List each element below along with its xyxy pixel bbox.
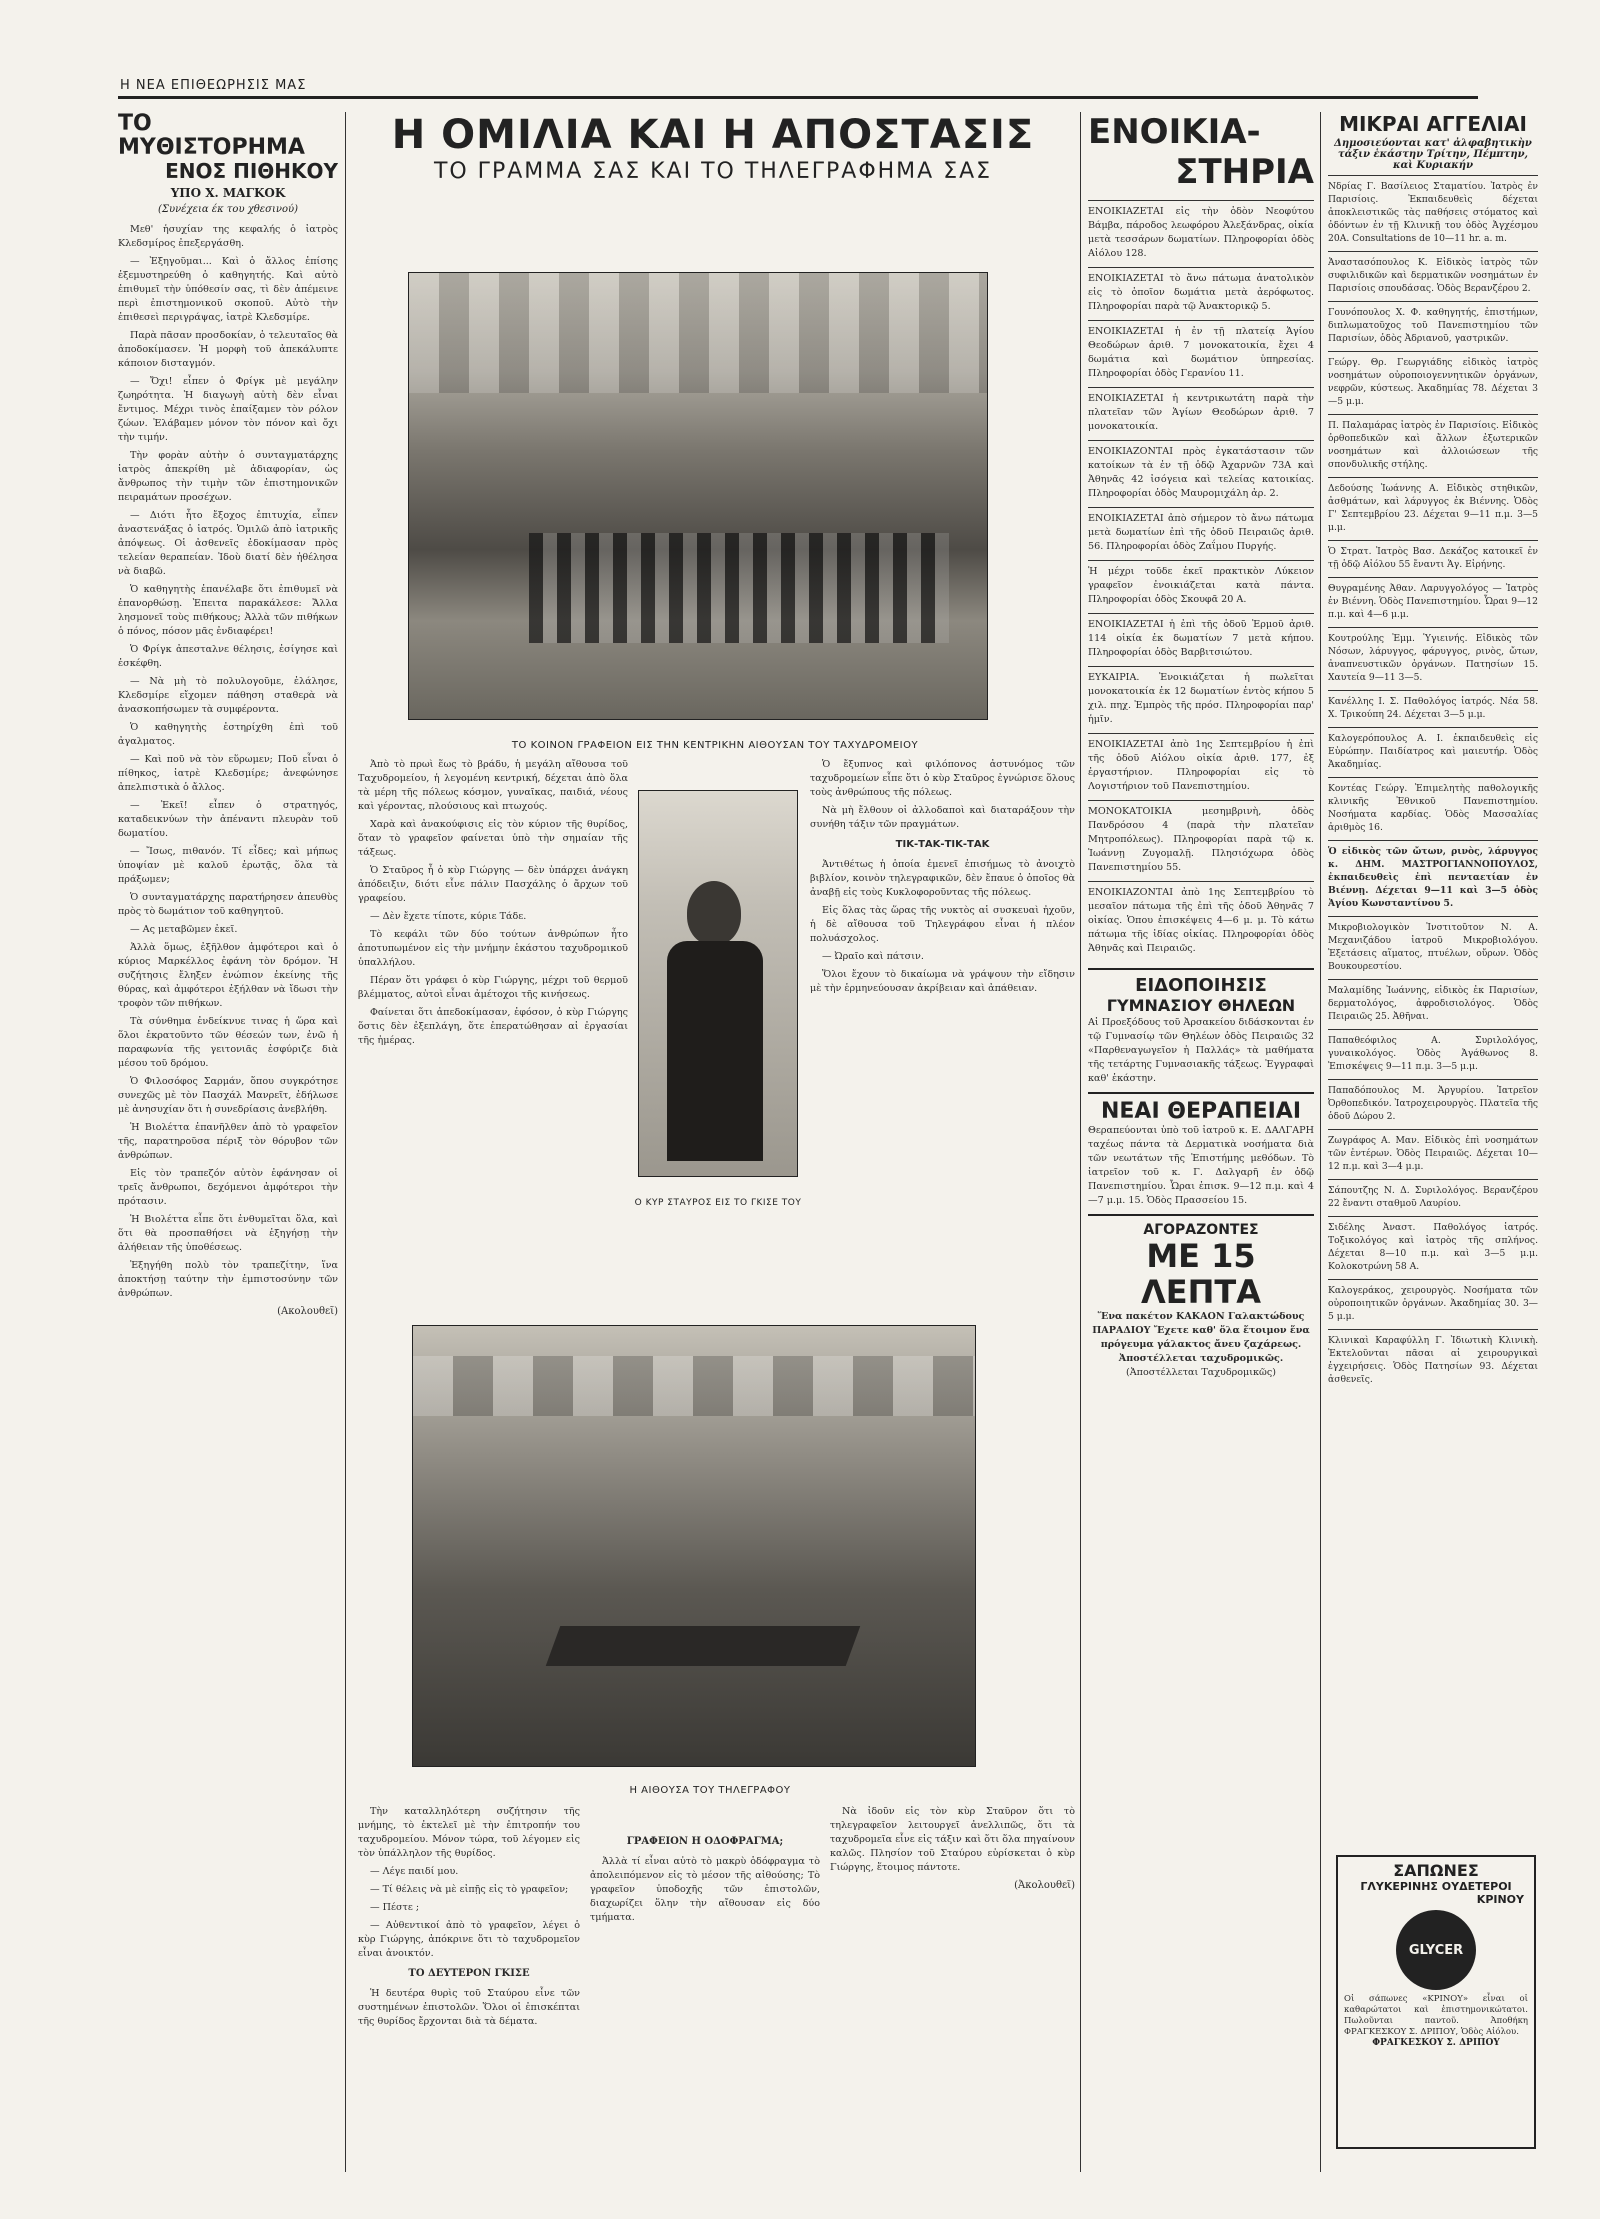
feature-paragraph: Ἀλλὰ τί εἶναι αὐτὸ τὸ μακρὺ ὁδόφραγμα τὸ ἀπολειπόμενον εἰς τὸ μέσον τῆς αἰθούσης; Τὸ γραφεῖον ὑποδοχῆς τῶν ἐπιστολῶν, διαχωρίζει ὅλην τὴν αἴθουσαν εἰς δύο τμήματα.: [590, 1856, 820, 1923]
feature-paragraph: Ὅλοι ἔχουν τὸ δικαίωμα νὰ γράψουν τὴν εἴδησιν μὲ τὴν ἑρμηνεύουσαν ἀκρίβειαν καὶ ἀπάθειαν.: [810, 969, 1075, 994]
novel-paragraph: — Ἴσως, πιθανόν. Τί εἶδες; καὶ μήπως ὑποψίαν μὲ καλοῦ ἐρωτᾷς, ὅλα τὰ πράξωμεν;: [118, 846, 338, 885]
classified-item: Παπαθεόφιλος Α. Συριλολόγος, γυναικολόγος. Ὁδὸς Ἀγάθωνος 8. Ἐπισκέψεις 9—11 π.μ. 3—5 μ.μ.: [1328, 1029, 1538, 1079]
feature-paragraph: Ὁ ἔξυπνος καὶ φιλόπονος ἀστυνόμος τῶν ταχυδρομείων εἶπε ὅτι ὁ κὺρ Σταῦρος ἐγνώρισε ὅλους τοὺς ἀνθρώπους τῆς πόλεως.: [810, 759, 1075, 798]
portrait-body: [667, 941, 763, 1161]
feature-paragraph: Εἰς ὅλας τὰς ὥρας τῆς νυκτὸς αἱ συσκευαὶ ἠχοῦν, ἡ δὲ αἴθουσα τοῦ Τηλεγράφου εἶναι ἡ πλέον πολυάσχολος.: [810, 905, 1075, 944]
novel-paragraph: Ἡ Βιολέττα εἶπε ὅτι ἐνθυμεῖται ὅλα, καὶ ὅτι θὰ προσπαθήσει νὰ ἐξηγήσῃ τὴν ἀλήθειαν τῆς ὑποθέσεως.: [118, 1214, 338, 1253]
soap-ad: [1336, 1855, 1536, 2149]
novel-paragraph: — Ἐξηγοῦμαι... Καὶ ὁ ἄλλος ἐπίσης ἐξεμυστηρεύθη ὁ καθηγητής. Καὶ αὐτὸ ἐπιθυμεῖ τὴν ὑπόθεσίν σας, τὶ δὲν ἀπέμεινε περὶ ἐπιστημονικοῦ σκοποῦ. Αὐτὸ τὴν ἐπιθεσεὶ περιγράψας, ἰατρὲ Κλεδσμίρε.: [118, 256, 338, 323]
feature-subheadline: ΤΟ ΓΡΑΜΜΑ ΣΑΣ ΚΑΙ ΤΟ ΤΗΛΕΓΡΑΦΗΜΑ ΣΑΣ: [433, 159, 993, 184]
gymnasium-text: Αἱ Προεξόδους τοῦ Ἀρσακείου διδάσκονται ἐν τῷ Γυμνασίῳ τῶν Θηλέων ὁδὸς Πειραιῶς 32 «Παρθεναγωγεῖον ἡ Παλλάς» τὰ μαθήματα τῆς τετάρτης Γυμνασιακῆς τάξεως. Ἐγγραφαὶ καθ' ἑκάστην.: [1088, 1017, 1314, 1084]
novel-paragraph: — Ας μεταβῶμεν ἐκεῖ.: [130, 924, 238, 935]
lepta-headline: ΜΕ 15 ΛΕΠΤΑ: [1141, 1237, 1261, 1311]
feature-bottom-col2: [590, 1805, 820, 2175]
novel-paragraph: Ὁ Φρίγκ ἀπεσταλνε θέλησις, ἐσίγησε καὶ ἐσκέφθη.: [118, 644, 338, 669]
classified-item: Θυγραμένης Ἀθαν. Λαρυγγολόγος — Ἰατρὸς ἐν Βιέννη. Ὁδὸς Πανεπιστημίου. Ὧραι 9—12 π.μ. καὶ 4—6 μ.μ.: [1328, 577, 1538, 627]
novel-paragraph: — Καὶ ποῦ νὰ τὸν εὕρωμεν; Ποῦ εἶναι ὁ πίθηκος, ἰατρὲ Κλεδσμίρε; ἀνεφώνησε ἀπελπιστικὰ ὁ ἄλλος.: [118, 754, 338, 793]
feature-paragraph: Ἀντιθέτως ἡ ὁποία ἐμενεῖ ἐπισήμως τὸ ἀνοιχτὸ βιβλίον, κοινὸν τηλεγραφικῶν, δὲν ἔπαυε ὁ ὁποῖος θὰ ἀναβῇ εἰς τοὺς Κυκλοφοροῦντας τῆς πόλεως.: [810, 859, 1075, 898]
photo1-caption: ΤΟ ΚΟΙΝΟΝ ΓΡΑΦΕΙΟΝ ΕΙΣ ΤΗΝ ΚΕΝΤΡΙΚΗΝ ΑΙΘΟΥΣΑΝ ΤΟΥ ΤΑΧΥΔΡΟΜΕΙΟΥ: [511, 740, 919, 751]
feature-paragraph: — Πέστε ;: [370, 1902, 420, 1913]
soap-title-1: ΣΑΠΩΝΕΣ: [1393, 1861, 1479, 1880]
classified-item: Κουτρούλης Ἐμμ. Ὑγιεινής. Εἰδικὸς τῶν Νόσων, λάρυγγος, φάρυγγος, ρινὸς, ὤτων, ἀναπνευστικῶν ὀργάνων. Πατησίων 15. Χαυτεία 9—11 3—5.: [1328, 627, 1538, 690]
feature-paragraph: — Τί θέλεις νὰ μὲ εἰπῇς εἰς τὸ γραφεῖον;: [370, 1884, 569, 1895]
classified-item: Καλογερόπουλος Α. Ι. ἐκπαιδευθεὶς εἰς Εὐρώπην. Παιδίατρος καὶ μαιευτήρ. Ὁδὸς Ἀκαδημίας.: [1328, 727, 1538, 777]
feature-paragraph: Ὁ Σταῦρος ἦ ὁ κὺρ Γιώργης — δὲν ὑπάρχει ἀνάγκη ἀπόδειξιν, διότι εἶνε πάλιν Πασχάλης ὁ ἄρχων τοῦ γραφείου.: [358, 865, 628, 904]
portrait-head: [687, 881, 741, 945]
gymnasium-notice: [1088, 968, 1314, 1086]
rental-item: ΕΝΟΙΚΙΑΖΟΝΤΑΙ πρὸς ἐγκατάστασιν τῶν κατοίκων τὰ ἐν τῇ ὁδῷ Ἀχαρνῶν 73Α καὶ Ἀθηνᾶς 42 ἰσόγεια καὶ τελείας κατοικίας. Πληροφορίαι ὁδὸς Μαυρομιχάλη ἀρ. 2.: [1088, 440, 1314, 507]
feature-bottom-col3: [830, 1805, 1075, 2175]
rental-item: ΕΝΟΙΚΙΑΖΕΤΑΙ ἀπὸ 1ης Σεπτεμβρίου ἡ ἐπὶ τῆς ὁδοῦ Αἰόλου οἰκία ἀριθ. 177, ἐξ ἐργαστήριον. Πληροφορίαι εἰς τὸ Λογιστήριον τοῦ Πανεπιστημίου.: [1088, 733, 1314, 800]
column-rule: [1320, 112, 1321, 2172]
classified-item: Δεδούσης Ἰωάννης Α. Εἰδικὸς στηθικῶν, ἀσθμάτων, καὶ λάρυγγος ἐκ Βιέννης. Ὁδὸς Γ' Σεπτεμβρίου 23. Δέχεται 9—11 π.μ. 3—5 μ.μ.: [1328, 477, 1538, 540]
therapies-notice: [1088, 1092, 1314, 1208]
classified-item: Κανέλλης Ι. Σ. Παθολόγος ἰατρός. Νέα 58. Χ. Τρικούπη 24. Δέχεται 3—5 μ.μ.: [1328, 690, 1538, 727]
feature-paragraph: Χαρὰ καὶ ἀνακούφισις εἰς τὸν κύριον τῆς θυρίδος, ὅταν τὸ γραφεῖον φαίνεται ὑπὸ τὴν σημαίαν τῆς τάξεως.: [358, 819, 628, 858]
top-rule: [118, 96, 1478, 99]
feature-paragraph: Πέραν ὅτι γράφει ὁ κὺρ Γιώργης, μέχρι τοῦ θερμοῦ βλέμματος, αὐτοὶ εἶναι ἀμέτοχοι τῆς κινήσεως.: [358, 975, 628, 1000]
novel-column: [118, 112, 338, 2172]
feature-paragraph: Ἡ δευτέρα θυρὶς τοῦ Σταύρου εἶνε τῶν συστημένων ἐπιστολῶν. Ὅλοι οἱ ἐπισκέπται τῆς θυρίδος ἔρχονται διὰ τὰ δέματα.: [358, 1988, 580, 2027]
feature-paragraph: Νὰ ἰδοῦν εἰς τὸν κὺρ Σταῦρον ὅτι τὸ τηλεγραφεῖον λειτουργεῖ ἀνελλιπῶς, ὅτι τὰ ταχυδρομεῖα εἶνε εἰς τάξιν καὶ ὅτι ὅλα πηγαίνουν καλῶς. Πλησίον τοῦ Σταύρου εὑρίσκεται ὁ κὺρ Γιώργης, ἕτοιμος πάντοτε.: [830, 1806, 1075, 1873]
rentals-end-note: (Ἀποστέλλεται Ταχυδρομικῶς): [1126, 1367, 1276, 1378]
novel-paragraph: Ἀλλὰ ὅμως, ἐξῆλθον ἀμφότεροι καὶ ὁ κύριος Μαρκέλλος ἐφάνη τὸν δρόμον. Ἡ συζήτησις ἔληξεν ἐνώπιον ἐκείνης τῆς θύρας, καὶ ἀμφότεροι ἐξήλθαν νὰ ἴδωσι τὴν τροφὸν τῶν πιθήκων.: [118, 942, 338, 1009]
classified-item: Π. Παλαμάρας ἰατρὸς ἐν Παρισίοις. Εἰδικὸς ὀρθοπεδικῶν καὶ ἄλλων ἐξωτερικῶν νοσημάτων καὶ ἀλλοιώσεων τῆς σπονδυλικῆς στήλης.: [1328, 414, 1538, 477]
soap-logo: GLYCER: [1396, 1910, 1476, 1990]
novel-title-line2: ΕΝΟΣ ΠΙΘΗΚΟΥ: [165, 159, 338, 183]
feature-headline: Η ΟΜΙΛΙΑ ΚΑΙ Η ΑΠΟΣΤΑΣΙΣ: [391, 112, 1035, 158]
feature-bottom-col1: [358, 1805, 580, 2175]
feature-paragraph: — Λέγε παιδί μου.: [370, 1866, 459, 1877]
classified-item: Καλογεράκος, χειρουργὸς. Νοσήματα τῶν οὐροποιητικῶν ὀργάνων. Ἀκαδημίας 30. 3—5 μ.μ.: [1328, 1279, 1538, 1329]
novel-end-note: (Ακολουθεῖ): [277, 1306, 338, 1317]
rentals-header-line1: ΕΝΟΙΚΙΑ-: [1088, 112, 1261, 152]
soap-footer: ΦΡΑΓΚΕΣΚΟΥ Σ. ΔΡΙΠΟΥ: [1372, 2038, 1500, 2048]
rental-item: ΕΝΟΙΚΙΑΖΕΤΑΙ τὸ ἄνω πάτωμα ἀνατολικὸν εἰς τὸ ὁποῖον δωμάτια μετὰ ἀερόφωτος. Πληροφορίαι παρὰ τῷ Ἀνακτορικῷ 5.: [1088, 267, 1314, 320]
novel-paragraph: Μεθ' ἡσυχίαν της κεφαλής ὁ ἰατρὸς Κλεδσμίρος ἐπεξεργάσθη.: [118, 224, 338, 249]
novel-byline: ΥΠΟ Χ. ΜΑΓΚΟΚ: [170, 186, 286, 200]
novel-paragraph: Τὴν φορὰν αὐτὴν ὁ συνταγματάρχης ἰατρὸς ἀπεκρίθη μὲ ἀδιαφορίαν, ὡς ἄνθρωπος τὴν τιμὴν τῶν ἐπιστημονικῶν πειραμάτων προσέχων.: [118, 450, 338, 503]
novel-body: [118, 223, 338, 1319]
gymnasium-title-2: ΓΥΜΝΑΣΙΟΥ ΘΗΛΕΩΝ: [1106, 996, 1296, 1015]
photo-windows-pattern: [409, 273, 987, 393]
grafeion-heading: ΓΡΑΦΕΙΟΝ Η ΟΔΟΦΡΑΓΜΑ;: [626, 1836, 784, 1847]
portrait-caption: Ο ΚΥΡ ΣΤΑΥΡΟΣ ΕΙΣ ΤΟ ΓΚΙΣΕ ΤΟΥ: [634, 1198, 802, 1208]
classified-item: Γεώργ. Θρ. Γεωργιάδης εἰδικὸς ἰατρὸς νοσημάτων οὐροποιογεννητικῶν ὀργάνων, νεφρῶν, κύστεως. Ἀκαδημίας 78. Δέχεται 3—5 μ.μ.: [1328, 351, 1538, 414]
soap-text: Οἱ σάπωνες «ΚΡΙΝΟΥ» εἶναι οἱ καθαρώτατοι καὶ ἐπιστημονικώτατοι. Πωλοῦνται παντοῦ. Ἀποθήκη ΦΡΑΓΚΕΣΚΟΥ Σ. ΔΡΙΠΟΥ, Ὁδὸς Αἰόλου.: [1344, 1994, 1528, 2037]
tik-tak-heading: ΤΙΚ-ΤΑΚ-ΤΙΚ-ΤΑΚ: [895, 839, 990, 850]
classified-item: Ἀναστασόπουλος Κ. Εἰδικὸς ἰατρὸς τῶν συφιλιδικῶν καὶ δερματικῶν νοσημάτων ἐν Παρισίοις σπουδάσας. Ὁδὸς Βερανζέρου 2.: [1328, 251, 1538, 301]
soap-title-2: ΓΛΥΚΕΡΙΝΗΣ ΟΥΔΕΤΕΡΟΙ: [1360, 1880, 1512, 1893]
feature-paragraph: — Αὐθεντικοί ἀπὸ τὸ γραφεῖον, λέγει ὁ κὺρ Γιώργης, ἀπόκρινε ὅτι τὸ ταχυδρομεῖον εἶναι ἀνοικτόν.: [358, 1920, 580, 1959]
classified-item: Ὁ εἰδικὸς τῶν ὤτων, ρινὸς, λάρυγγος κ. ΔΗΜ. ΜΑΣΤΡΟΓΙΑΝΝΟΠΟΥΛΟΣ, ἐκπαιδευθεὶς ἐπὶ πενταετίαν ἐν Βιέννῃ. Δέχεται 9—11 καὶ 3—5 ὁδὸς Ἀγίου Κωνσταντίνου 5.: [1328, 840, 1538, 916]
rental-item: ΕΝΟΙΚΙΑΖΕΤΑΙ ἡ κεντρικωτάτη παρὰ τὴν πλατεῖαν τῶν Ἁγίων Θεοδώρων ἀριθ. 7 μονοκατοικία.: [1088, 387, 1314, 440]
lepta-text: Ἕνα πακέτον ΚΑΚΑΟΝ Γαλακτώδους ΠΑΡΑΔΙΟΥ Ἔχετε καθ' ὅλα ἕτοιμον ἕνα πρόγευμα γάλακτος ἄνευ ζαχάρεως. Ἀποστέλλεται ταχυδρομικῶς.: [1092, 1311, 1310, 1364]
rental-item: Ἡ μέχρι τοῦδε ἐκεῖ πρακτικὸν Λύκειον γραφεῖον ἐνοικιάζεται κατὰ πάντα. Πληροφορίαι ὁδὸς Σκουφᾶ 20 Α.: [1088, 560, 1314, 613]
therapies-title: ΝΕΑΙ ΘΕΡΑΠΕΙΑΙ: [1100, 1099, 1302, 1124]
feature-paragraph: Τὴν καταλληλότερη συζήτησιν τῆς μνήμης, τὸ ἐκτελεῖ μὲ τὴν ἐπιτροπήν του ταχυδρομείου. Μόνον τώρα, τοῦ λέγομεν εἰς τὸν ὑπάλληλον τῆς θυρίδος.: [358, 1806, 580, 1859]
photo2-caption: Η ΑΙΘΟΥΣΑ ΤΟΥ ΤΗΛΕΓΡΑΦΟΥ: [629, 1785, 791, 1796]
classified-item: Κοντέας Γεώργ. Ἐπιμελητὴς παθολογικῆς κλινικῆς Ἐθνικοῦ Πανεπιστημίου. Νοσήματα καρδίας. Ὁδὸς Μασσαλίας ἀριθμὸς 16.: [1328, 777, 1538, 840]
classified-item: Σιδέλης Ἀναστ. Παθολόγος ἰατρός. Τοξικολόγος καὶ ἰατρὸς τῆς σπλήνος. Δέχεται 8—10 π.μ. καὶ 3—5 μ.μ. Κολοκοτρώνη 58 Α.: [1328, 1216, 1538, 1279]
classifieds-header: ΜΙΚΡΑΙ ΑΓΓΕΛΙΑΙ: [1339, 112, 1527, 136]
feature-mid-text: [810, 758, 1075, 1213]
rental-item: ΕΥΚΑΙΡΙΑ. Ἐνοικιάζεται ἡ πωλεῖται μονοκατοικία ἐκ 12 δωματίων ἐντὸς κήπου 5 χιλ. πηχ. Ἐμπρὸς τῆς πρόσ. Πληροφορίαι παρ' ἡμῖν.: [1088, 666, 1314, 733]
rental-item: ΕΝΟΙΚΙΑΖΟΝΤΑΙ ἀπὸ 1ης Σεπτεμβρίου τὸ μεσαῖον πάτωμα τῆς ἐπὶ τῆς ὁδοῦ Ἀθηνᾶς 7 οἰκίας. Ὁπου ἐπισκέψεις 4—6 μ. μ. Τὸ κάτω πάτωμα τῆς ἰδίας οἰκίας. Πληροφορίαι ὁδὸς Ἀθηνᾶς καὶ Πειραιῶς.: [1088, 881, 1314, 962]
photo-crowd-pattern: [529, 533, 949, 643]
novel-paragraph: Τὰ σύνθημα ἐνδείκνυε τινας ἡ ὥρα καὶ ὅλοι ἐκρατοῦντο τῶν θέσεών των, ἐνῶ ἡ παραφωνία τῆς γειτονιᾶς ἐσφύριζε διὰ μέσου τοῦ δρόμου.: [118, 1016, 338, 1069]
novel-paragraph: Ὁ καθηγητὴς ἐστηρίχθη ἐπὶ τοῦ ἀγαλματος.: [118, 722, 338, 747]
feature-left-text: [358, 758, 628, 1213]
photo-table-shape: [546, 1626, 861, 1666]
novel-paragraph: Εἰς τὸν τραπεζόν αὐτὸν ἐφάνησαν οἱ τρεῖς ἄνθρωποι, δεχόμενοι ἀμφότεροι τὴν πρότασιν.: [118, 1168, 338, 1207]
classified-item: Κλινικαὶ Καραφύλλη Γ. Ἰδιωτικὴ Κλινικὴ. Ἐκτελοῦνται πᾶσαι αἱ χειρουργικαὶ ἐγχειρήσεις. Ὁδὸς Πατησίων 93. Δέχεται ἀσθενεῖς.: [1328, 1329, 1538, 1392]
classified-item: Μαλαμίδης Ἰωάννης, εἰδικὸς ἐκ Παρισίων, δερματολόγος, ἀφροδισιολόγος. Ὁδὸς Πειραιῶς 25. Ἀθῆναι.: [1328, 979, 1538, 1029]
feature-paragraph: Φαίνεται ὅτι ἀπεδοκίμασαν, ἐφόσον, ὁ κὺρ Γιώργης ὅστις δὲν ἐξεπλάγη, ὅτε ἐπερατώθησαν αἱ ἐργασίαι τῆς ἡμέρας.: [358, 1007, 628, 1046]
classified-item: Ὁ Στρατ. Ἰατρὸς Βασ. Δεκάζος κατοικεῖ ἐν τῇ ὁδῷ Αἰόλου 55 ἔναντι Ἁγ. Εἰρήνης.: [1328, 540, 1538, 577]
feature-paragraph: Τὸ κεφάλι τῶν δύο τούτων ἀνθρώπων ἦτο ἀποτυπωμένον εἰς τὴν μνήμην ἑκάστου ταχυδρομικοῦ ὑπαλλήλου.: [358, 929, 628, 968]
rental-item: ΕΝΟΙΚΙΑΖΕΤΑΙ εἰς τὴν ὁδὸν Νεοφύτου Βάμβα, πάροδος λεωφόρου Ἀλεξάνδρας, οἰκία μετὰ τεσσάρων δωματίων. Πληροφορίαι ὁδὸς Αἰόλου 128.: [1088, 200, 1314, 267]
rentals-column: [1088, 112, 1314, 2172]
telegraph-hall-photo: [412, 1325, 976, 1767]
classified-item: Μικροβιολογικὸν Ἰνστιτοῦτον Ν. Α. Μεχανιζάδου ἰατροῦ Μικροβιολόγου. Ἐξετάσεις αἵματος, πτυέλων, οὔρων. Ὁδὸς Βουκουρεστίου.: [1328, 916, 1538, 979]
rentals-list: [1088, 200, 1314, 962]
feature-paragraph: — Δὲν ἔχετε τίποτε, κύριε Τάδε.: [370, 911, 527, 922]
novel-paragraph: Ὁ συνταγματάρχης παρατήρησεν ἀπευθὺς πρὸς τὸ δωμάτιον τοῦ καθηγητοῦ.: [118, 892, 338, 917]
portrait-photo: [638, 790, 798, 1177]
cocoa-ad: [1088, 1214, 1314, 1380]
column-rule: [1080, 112, 1081, 2172]
novel-paragraph: Ἡ Βιολέττα ἐπανῆλθεν ἀπὸ τὸ γραφεῖον τῆς, παρατηροῦσα πέριξ τὸν θόρυβον τῶν ἀνθρώπων.: [118, 1122, 338, 1161]
novel-paragraph: — Διότι ἦτο ἔξοχος ἐπιτυχία, εἶπεν ἀναστενάξας ὁ ἰατρός. Ὁμιλῶ ἀπὸ ἰατρικῆς ἀπόψεως. Οἱ ἀσθενεῖς ἐδοκίμασαν πρὸς τελείαν θεραπείαν. Ἰδοὺ διατί δὲν ἠθέλησα νὰ διαβῶ.: [118, 510, 338, 577]
feature-paragraph: Ἀπὸ τὸ πρωὶ ἕως τὸ βράδυ, ἡ μεγάλη αἴθουσα τοῦ Ταχυδρομείου, ἡ λεγομένη κεντρική, δέχεται ἀπὸ ὅλα τὰ μέρη τῆς πόλεως κόσμον, γυναῖκας, παιδιά, νέους καὶ γέροντας, πλούσιους καὶ πτωχούς.: [358, 759, 628, 812]
masthead: Η ΝΕΑ ΕΠΙΘΕΩΡΗΣΙΣ ΜΑΣ: [120, 78, 307, 93]
feature-paragraph: Νὰ μὴ ἔλθουν οἱ ἀλλοδαποὶ καὶ διαταράξουν τὴν συνήθη τάξιν τῶν πραγμάτων.: [810, 805, 1075, 830]
rental-item: ΜΟΝΟΚΑΤΟΙΚΙΑ μεσημβρινὴ, ὁδὸς Πανδρόσου 4 (παρὰ τὴν πλατεῖαν Μητροπόλεως). Πληροφορίαι παρὰ τῷ κ. Ἰωάννῃ Ζυγομαλῇ. Πλησιόχωρα ὁδὸς Πανεπιστημίου 55.: [1088, 800, 1314, 881]
novel-paragraph: Παρὰ πᾶσαν προσδοκίαν, ὁ τελευταῖος θὰ ἀποδοκίμασεν. Ἡ μορφὴ τοῦ ἀπεκάλυπτε κάποιον δισταγμόν.: [118, 330, 338, 369]
post-office-hall-photo: [408, 272, 988, 720]
photo-ceiling-pattern: [413, 1356, 975, 1416]
rentals-header-line2: ΣΤΗΡΙΑ: [1175, 152, 1314, 192]
novel-paragraph: — Ὄχι! εἶπεν ὁ Φρίγκ μὲ μεγάλην ζωηρότητα. Ἡ διαγωγὴ αὐτὴ δὲν εἶναι ἔντιμος. Μέχρι τινὸς ἐπαίξαμεν τὸν ρόλον ζώων. Ἐλάβαμεν μόνον τὸν πόνον καὶ ὄχι τὴν τιμήν.: [118, 376, 338, 443]
novel-paragraph: — Νὰ μὴ τὸ πολυλογοῦμε, ἐλάλησε, Κλεδσμίρε εἴχομεν πάθηση σταθερὰ νὰ ἀνασκοπήσωμεν τὰ συμφέροντα.: [118, 676, 338, 715]
novel-paragraph: Ὁ Φιλοσόφος Σαρμάν, ὅπου συγκρότησε συνεχῶς μὲ τὸν Πασχάλ Μανρεῖτ, ἐδήλωσε μὲ ἀνησυχίαν ὅτι ἡ συνεδρίασις ἀνεβλήθη.: [118, 1076, 338, 1115]
novel-paragraph: Ἐξηγήθη πολὺ τὸν τραπεζίτην, ἵνα ἀποκτήσῃ ταύτην τὴν ἐμπιστοσύνην τῶν ἀνθρώπων.: [118, 1260, 338, 1299]
classified-item: Παπαδόπουλος Μ. Ἀργυρίου. Ἰατρεῖον Ὀρθοπεδικόν. Ἰατροχειρουργὸς. Πλατεῖα τῆς ὁδοῦ Δώρου 2.: [1328, 1079, 1538, 1129]
classified-item: Νδρίας Γ. Βασίλειος Σταματίου. Ἰατρὸς ἐν Παρισίοις. Ἐκπαιδευθεὶς δέχεται ἀποκλειστικῶς τὰς παθήσεις στόματος καὶ ὀδόντων ἐν τῇ Κλινικῇ του ὁδὸς Ἀγχέσμου 20Α. Consultations de 10—11 hr. a. m.: [1328, 175, 1538, 251]
deuteron-heading: ΤΟ ΔΕΥΤΕΡΟΝ ΓΚΙΣΕ: [408, 1968, 530, 1979]
rental-item: ΕΝΟΙΚΙΑΖΕΤΑΙ ἡ ἐν τῇ πλατείᾳ Ἁγίου Θεοδώρων ἀριθ. 7 μονοκατοικία, ἔχει 4 δωμάτια καὶ δωμάτιον ὑπηρεσίας. Πληροφορίαι ὁδὸς Γερανίου 11.: [1088, 320, 1314, 387]
therapies-text: Θεραπεύονται ὑπὸ τοῦ ἰατροῦ κ. Ε. ΔΑΛΓΑΡΗ ταχέως πάντα τὰ Δερματικὰ νοσήματα διὰ τῶν νεωτάτων τῆς Ἐπιστήμης μεθόδων. Τὸ ἰατρεῖον τοῦ κ. Γ. Δαλγαρῆ ἐν ὁδῷ Πανεπιστημίου. Ὧραι ἐπισκ. 9—12 π.μ. καὶ 4—7 μ.μ. 15. Ὁδὸς Πρασσείου 15.: [1088, 1125, 1314, 1206]
novel-paragraph: — Ἐκεῖ! εἶπεν ὁ στρατηγός, καταδεικνύων τὴν ἀπέναντι πλευρὰν τοῦ δωματίου.: [118, 800, 338, 839]
classifieds-list: [1328, 175, 1538, 1392]
rental-item: ΕΝΟΙΚΙΑΖΕΤΑΙ ἀπὸ σήμερον τὸ ἄνω πάτωμα μετὰ δωματίων ἐπὶ τῆς ὁδοῦ Πειραιῶς ἀριθ. 56. Πληροφορίαι ὁδὸς Ζαΐμου Πυργής.: [1088, 507, 1314, 560]
novel-continued-note: (Συνέχεια έκ του χθεσινού): [158, 204, 298, 215]
soap-brand: ΚΡΙΝΟΥ: [1476, 1893, 1524, 1906]
novel-title-line1: ΤΟ ΜΥΘΙΣΤΟΡΗΜΑ: [118, 112, 305, 160]
column-rule: [345, 112, 346, 2172]
agorazontes-label: ΑΓΟΡΑΖΟΝΤΕΣ: [1143, 1222, 1259, 1238]
classifieds-intro: Δημοσιεύονται κατ' ἀλφαβητικὴν τάξιν ἑκάστην Τρίτην, Πέμπτην, καὶ Κυριακήν: [1334, 138, 1532, 171]
gymnasium-title-1: ΕΙΔΟΠΟΙΗΣΙΣ: [1135, 975, 1267, 996]
classified-item: Γουνόπουλος Χ. Φ. καθηγητής, ἐπιστήμων, διπλωματοῦχος τοῦ Πανεπιστημίου τῶν Παρισίων, ὁδὸς Ἀδριανοῦ, γαστρικῶν.: [1328, 301, 1538, 351]
rental-item: ΕΝΟΙΚΙΑΖΕΤΑΙ ἡ ἐπὶ τῆς ὁδοῦ Ἐρμοῦ ἀριθ. 114 οἰκία ἐκ δωματίων 7 μετὰ κήπου. Πληροφορίαι ὁδὸς Βαρβιτσιώτου.: [1088, 613, 1314, 666]
classified-item: Ζωγράφος Α. Μαν. Εἰδικὸς ἐπὶ νοσημάτων τῶν ἐντέρων. Ὁδὸς Πειραιῶς. Δέχεται 10—12 π.μ. καὶ 3—4 μ.μ.: [1328, 1129, 1538, 1179]
novel-paragraph: Ὁ καθηγητὴς ἐπανέλαβε ὅτι ἐπιθυμεῖ νὰ ἐπανορθώσῃ. Ἐπειτα παρακάλεσε: Ἄλλα λησμονεῖ τοὺς πιθήκους; Ἀλλὰ τῶν πιθήκων ὁ πόνος, πόσον μᾶς ἐνδιαφέρει!: [118, 584, 338, 637]
classified-item: Σάπουτζης Ν. Δ. Συριλολόγος. Βερανζέρου 22 ἔναντι σταθμοῦ Λαυρίου.: [1328, 1179, 1538, 1216]
feature-end-note: (Ἀκολουθεῖ): [1014, 1880, 1075, 1891]
feature-paragraph: — Ὠραῖο καὶ πάτσιν.: [822, 951, 924, 962]
